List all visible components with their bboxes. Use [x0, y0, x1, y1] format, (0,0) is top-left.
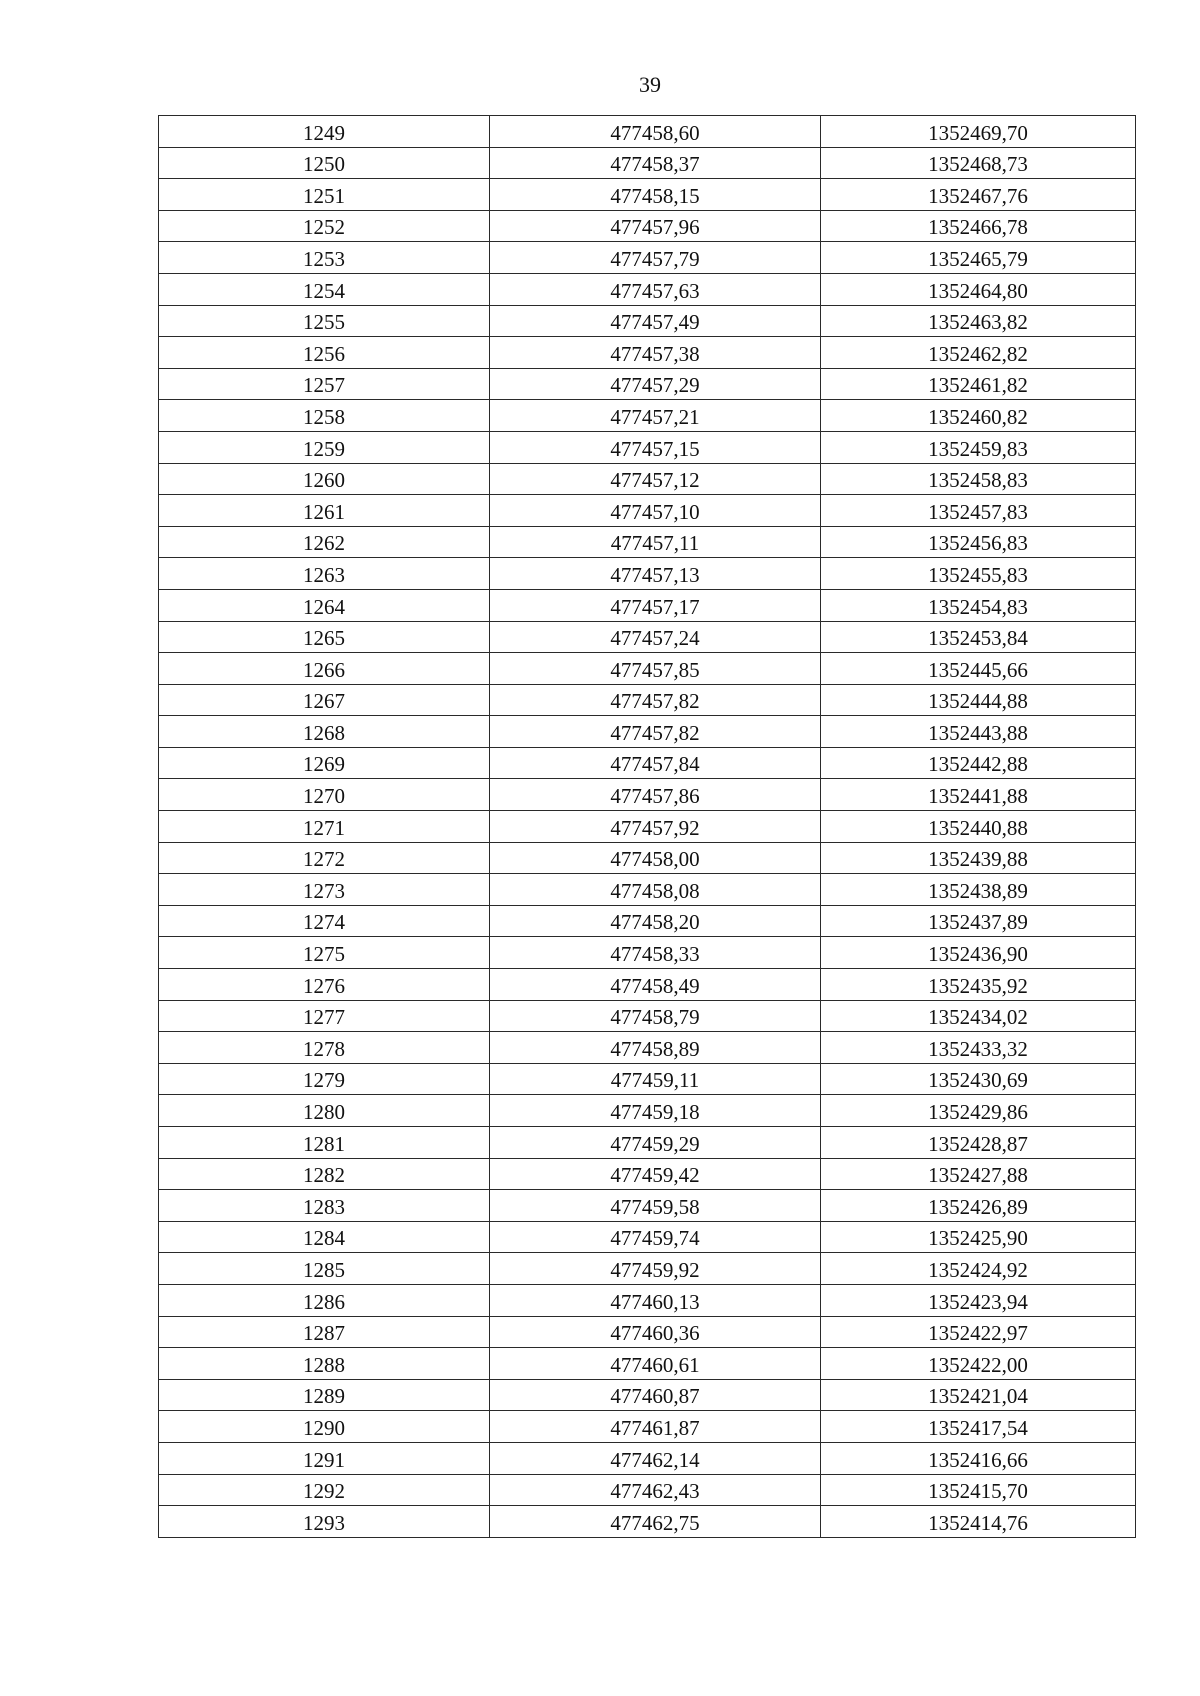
y-coordinate-cell: 1352459,83	[821, 431, 1136, 463]
table-row	[159, 747, 1136, 779]
table-row	[159, 621, 1136, 653]
table-row	[159, 1411, 1136, 1443]
table-row	[159, 1379, 1136, 1411]
table-row	[159, 1253, 1136, 1285]
x-coordinate-cell: 477457,17	[490, 589, 821, 621]
point-number-cell: 1291	[159, 1442, 490, 1474]
x-coordinate-cell: 477457,12	[490, 463, 821, 495]
table-row	[159, 495, 1136, 527]
point-number-cell: 1286	[159, 1284, 490, 1316]
y-coordinate-cell: 1352437,89	[821, 905, 1136, 937]
point-number-cell: 1278	[159, 1032, 490, 1064]
table-row	[159, 1284, 1136, 1316]
y-coordinate-cell: 1352428,87	[821, 1127, 1136, 1159]
x-coordinate-cell: 477457,38	[490, 337, 821, 369]
point-number-cell: 1253	[159, 242, 490, 274]
table-row	[159, 1348, 1136, 1380]
x-coordinate-cell: 477459,11	[490, 1063, 821, 1095]
point-number-cell: 1257	[159, 368, 490, 400]
y-coordinate-cell: 1352467,76	[821, 179, 1136, 211]
x-coordinate-cell: 477458,00	[490, 842, 821, 874]
table-row	[159, 1442, 1136, 1474]
table-row	[159, 969, 1136, 1001]
y-coordinate-cell: 1352438,89	[821, 874, 1136, 906]
point-number-cell: 1277	[159, 1000, 490, 1032]
point-number-cell: 1284	[159, 1221, 490, 1253]
y-coordinate-cell: 1352427,88	[821, 1158, 1136, 1190]
x-coordinate-cell: 477457,24	[490, 621, 821, 653]
table-row	[159, 779, 1136, 811]
y-coordinate-cell: 1352422,97	[821, 1316, 1136, 1348]
table-row	[159, 716, 1136, 748]
x-coordinate-cell: 477459,74	[490, 1221, 821, 1253]
table-row	[159, 273, 1136, 305]
x-coordinate-cell: 477459,29	[490, 1127, 821, 1159]
y-coordinate-cell: 1352454,83	[821, 589, 1136, 621]
table-row	[159, 811, 1136, 843]
x-coordinate-cell: 477457,11	[490, 526, 821, 558]
x-coordinate-cell: 477457,86	[490, 779, 821, 811]
x-coordinate-cell: 477460,87	[490, 1379, 821, 1411]
x-coordinate-cell: 477459,42	[490, 1158, 821, 1190]
table-row	[159, 684, 1136, 716]
table-row	[159, 147, 1136, 179]
y-coordinate-cell: 1352435,92	[821, 969, 1136, 1001]
y-coordinate-cell: 1352426,89	[821, 1190, 1136, 1222]
y-coordinate-cell: 1352457,83	[821, 495, 1136, 527]
point-number-cell: 1292	[159, 1474, 490, 1506]
y-coordinate-cell: 1352424,92	[821, 1253, 1136, 1285]
point-number-cell: 1280	[159, 1095, 490, 1127]
y-coordinate-cell: 1352456,83	[821, 526, 1136, 558]
y-coordinate-cell: 1352463,82	[821, 305, 1136, 337]
x-coordinate-cell: 477460,13	[490, 1284, 821, 1316]
coordinate-table	[158, 115, 1136, 1538]
y-coordinate-cell: 1352443,88	[821, 716, 1136, 748]
x-coordinate-cell: 477457,96	[490, 210, 821, 242]
point-number-cell: 1266	[159, 653, 490, 685]
x-coordinate-cell: 477458,33	[490, 937, 821, 969]
y-coordinate-cell: 1352417,54	[821, 1411, 1136, 1443]
point-number-cell: 1260	[159, 463, 490, 495]
x-coordinate-cell: 477458,15	[490, 179, 821, 211]
y-coordinate-cell: 1352468,73	[821, 147, 1136, 179]
point-number-cell: 1254	[159, 273, 490, 305]
point-number-cell: 1252	[159, 210, 490, 242]
y-coordinate-cell: 1352441,88	[821, 779, 1136, 811]
y-coordinate-cell: 1352460,82	[821, 400, 1136, 432]
x-coordinate-cell: 477457,21	[490, 400, 821, 432]
y-coordinate-cell: 1352436,90	[821, 937, 1136, 969]
table-row	[159, 431, 1136, 463]
y-coordinate-cell: 1352469,70	[821, 116, 1136, 148]
table-row	[159, 1158, 1136, 1190]
x-coordinate-cell: 477457,92	[490, 811, 821, 843]
point-number-cell: 1258	[159, 400, 490, 432]
x-coordinate-cell: 477462,14	[490, 1442, 821, 1474]
point-number-cell: 1267	[159, 684, 490, 716]
table-row	[159, 179, 1136, 211]
x-coordinate-cell: 477462,43	[490, 1474, 821, 1506]
table-row	[159, 1506, 1136, 1538]
y-coordinate-cell: 1352445,66	[821, 653, 1136, 685]
x-coordinate-cell: 477462,75	[490, 1506, 821, 1538]
point-number-cell: 1250	[159, 147, 490, 179]
x-coordinate-cell: 477457,13	[490, 558, 821, 590]
y-coordinate-cell: 1352466,78	[821, 210, 1136, 242]
y-coordinate-cell: 1352414,76	[821, 1506, 1136, 1538]
x-coordinate-cell: 477457,15	[490, 431, 821, 463]
table-row	[159, 1000, 1136, 1032]
point-number-cell: 1265	[159, 621, 490, 653]
x-coordinate-cell: 477458,79	[490, 1000, 821, 1032]
y-coordinate-cell: 1352444,88	[821, 684, 1136, 716]
y-coordinate-cell: 1352415,70	[821, 1474, 1136, 1506]
y-coordinate-cell: 1352416,66	[821, 1442, 1136, 1474]
table-row	[159, 305, 1136, 337]
x-coordinate-cell: 477457,82	[490, 684, 821, 716]
x-coordinate-cell: 477458,49	[490, 969, 821, 1001]
y-coordinate-cell: 1352421,04	[821, 1379, 1136, 1411]
y-coordinate-cell: 1352429,86	[821, 1095, 1136, 1127]
y-coordinate-cell: 1352430,69	[821, 1063, 1136, 1095]
point-number-cell: 1256	[159, 337, 490, 369]
point-number-cell: 1279	[159, 1063, 490, 1095]
table-row	[159, 368, 1136, 400]
y-coordinate-cell: 1352458,83	[821, 463, 1136, 495]
y-coordinate-cell: 1352440,88	[821, 811, 1136, 843]
y-coordinate-cell: 1352453,84	[821, 621, 1136, 653]
y-coordinate-cell: 1352465,79	[821, 242, 1136, 274]
table-row	[159, 463, 1136, 495]
point-number-cell: 1274	[159, 905, 490, 937]
x-coordinate-cell: 477459,18	[490, 1095, 821, 1127]
x-coordinate-cell: 477458,20	[490, 905, 821, 937]
table-row	[159, 526, 1136, 558]
point-number-cell: 1285	[159, 1253, 490, 1285]
point-number-cell: 1289	[159, 1379, 490, 1411]
point-number-cell: 1281	[159, 1127, 490, 1159]
x-coordinate-cell: 477458,08	[490, 874, 821, 906]
coordinate-table-body	[159, 116, 1136, 1538]
page-number: 39	[639, 72, 661, 97]
point-number-cell: 1269	[159, 747, 490, 779]
table-row	[159, 653, 1136, 685]
point-number-cell: 1259	[159, 431, 490, 463]
point-number-cell: 1249	[159, 116, 490, 148]
x-coordinate-cell: 477460,61	[490, 1348, 821, 1380]
y-coordinate-cell: 1352423,94	[821, 1284, 1136, 1316]
x-coordinate-cell: 477461,87	[490, 1411, 821, 1443]
point-number-cell: 1261	[159, 495, 490, 527]
table-row	[159, 1063, 1136, 1095]
x-coordinate-cell: 477457,63	[490, 273, 821, 305]
y-coordinate-cell: 1352455,83	[821, 558, 1136, 590]
y-coordinate-cell: 1352433,32	[821, 1032, 1136, 1064]
table-row	[159, 1032, 1136, 1064]
x-coordinate-cell: 477458,89	[490, 1032, 821, 1064]
table-row	[159, 905, 1136, 937]
point-number-cell: 1276	[159, 969, 490, 1001]
table-row	[159, 400, 1136, 432]
x-coordinate-cell: 477458,60	[490, 116, 821, 148]
y-coordinate-cell: 1352439,88	[821, 842, 1136, 874]
table-row	[159, 1316, 1136, 1348]
point-number-cell: 1263	[159, 558, 490, 590]
table-row	[159, 874, 1136, 906]
y-coordinate-cell: 1352434,02	[821, 1000, 1136, 1032]
table-row	[159, 116, 1136, 148]
y-coordinate-cell: 1352462,82	[821, 337, 1136, 369]
point-number-cell: 1283	[159, 1190, 490, 1222]
point-number-cell: 1264	[159, 589, 490, 621]
x-coordinate-cell: 477457,82	[490, 716, 821, 748]
point-number-cell: 1255	[159, 305, 490, 337]
y-coordinate-cell: 1352464,80	[821, 273, 1136, 305]
x-coordinate-cell: 477457,29	[490, 368, 821, 400]
table-row	[159, 1474, 1136, 1506]
table-row	[159, 589, 1136, 621]
table-row	[159, 558, 1136, 590]
table-row	[159, 1127, 1136, 1159]
point-number-cell: 1293	[159, 1506, 490, 1538]
table-row	[159, 937, 1136, 969]
x-coordinate-cell: 477457,85	[490, 653, 821, 685]
y-coordinate-cell: 1352461,82	[821, 368, 1136, 400]
table-row	[159, 210, 1136, 242]
x-coordinate-cell: 477458,37	[490, 147, 821, 179]
point-number-cell: 1275	[159, 937, 490, 969]
x-coordinate-cell: 477460,36	[490, 1316, 821, 1348]
point-number-cell: 1288	[159, 1348, 490, 1380]
point-number-cell: 1270	[159, 779, 490, 811]
y-coordinate-cell: 1352442,88	[821, 747, 1136, 779]
point-number-cell: 1268	[159, 716, 490, 748]
table-row	[159, 242, 1136, 274]
x-coordinate-cell: 477457,49	[490, 305, 821, 337]
table-row	[159, 337, 1136, 369]
point-number-cell: 1272	[159, 842, 490, 874]
y-coordinate-cell: 1352422,00	[821, 1348, 1136, 1380]
x-coordinate-cell: 477457,84	[490, 747, 821, 779]
point-number-cell: 1282	[159, 1158, 490, 1190]
table-row	[159, 1095, 1136, 1127]
point-number-cell: 1262	[159, 526, 490, 558]
x-coordinate-cell: 477457,79	[490, 242, 821, 274]
table-row	[159, 1221, 1136, 1253]
x-coordinate-cell: 477459,92	[490, 1253, 821, 1285]
table-row	[159, 842, 1136, 874]
table-row	[159, 1190, 1136, 1222]
point-number-cell: 1290	[159, 1411, 490, 1443]
x-coordinate-cell: 477457,10	[490, 495, 821, 527]
y-coordinate-cell: 1352425,90	[821, 1221, 1136, 1253]
point-number-cell: 1273	[159, 874, 490, 906]
x-coordinate-cell: 477459,58	[490, 1190, 821, 1222]
point-number-cell: 1271	[159, 811, 490, 843]
point-number-cell: 1287	[159, 1316, 490, 1348]
point-number-cell: 1251	[159, 179, 490, 211]
